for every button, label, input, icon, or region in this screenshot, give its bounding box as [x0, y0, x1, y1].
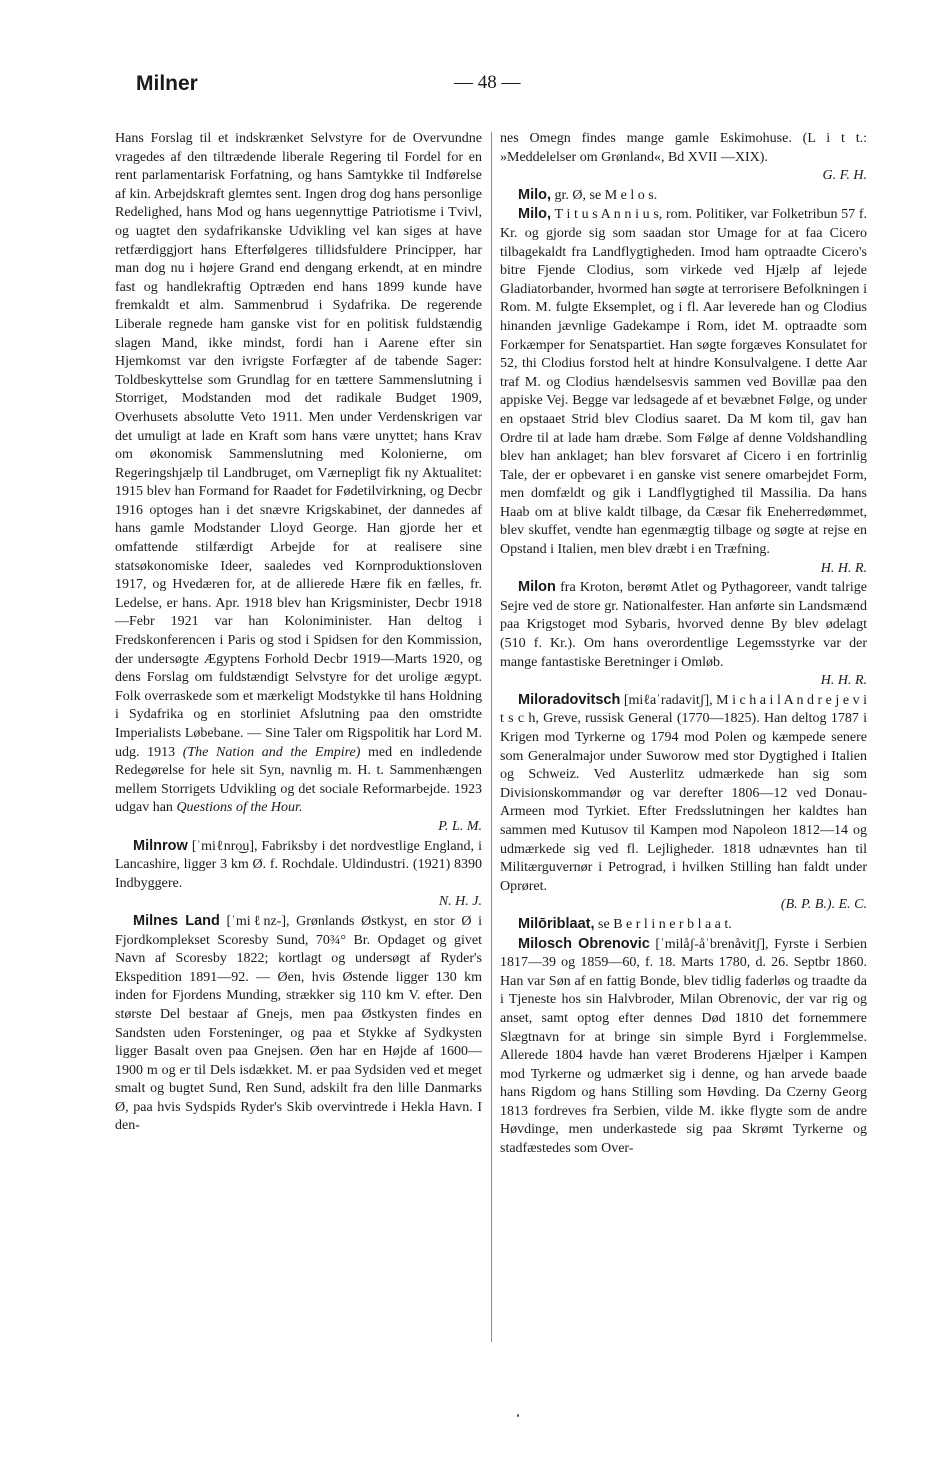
author-signature: P. L. M. — [438, 818, 482, 834]
entry-miloradovitsch — [500, 691, 867, 915]
entry-headword: Milōriblaat, — [518, 915, 595, 932]
column-divider — [491, 132, 492, 1342]
entry-milnrow — [115, 837, 482, 912]
entry-milosch-obrenovic — [500, 935, 867, 1159]
entry-text: [miℓaˈradavitʃ], M i c h a i l A n d r e j e v i t s c h, Greve, russisk General (1770—1825). Han deltog 1787 i Krigen mod Tyrkerne og 1794 mod Polen og kæmpede senere som Generalmajor under Suworow med stor Dygtighed i Italien og Schweiz. Ved Austerlitz udmærkede han sig som Divisionskommandør og var derefter 1806—12 ved Donau-Armeen mod Tyrkiet. Efter Fredsslutningen her kaldtes han sammen med Kutusov til Kampen mod Napoleon 1812—14 og udmærkede sig ved fl. Lejligheder. 1818 udnævntes han til Militærguvernør i Petrograd, i hvilken Stilling han faldt under Oprøret. — [500, 692, 867, 894]
entry-milo-titus — [500, 205, 867, 578]
book-title: Questions of the Hour. — [176, 800, 303, 816]
entry-text: nes Omegn findes mange gamle Eskimohuse. (L i t t.: »Meddelelser om Grønland«, Bd XVII —XIX). — [500, 131, 867, 165]
entry-text: [ˈmilåʃ-åˈbrenåvitʃ], Fyrste i Serbien 1817—39 og 1859—60, f. 18. Marts 1780, d. 26. Septbr 1860. Han var Søn af en fattig Bonde, blev tidlig faderløs og traadte da i Tjeneste hos sin Halvbroder, Milan Obrenovic, der var rig og anset, samt optog efter dennes Død 1810 det fornemmere Slægtnavn for at bringe sin simple Byrd i Forglemmelse. Allerede 1804 havde han været Broderens Hjælper i Kampen mod Tyrkerne og udmærket sig i denne, og han arvede baade hans Rigdom og hans Stilling som Høvding. Da Czerny Georg 1813 fordreves fra Serbien, vilde M. ikke flygte som de andre Høvdinge, men underkastede sig paa Skrømt Tyrkerne og stadfæstedes som Over- — [500, 936, 867, 1157]
entry-text: [ˈmiℓnro͜u], Fabriksby i det nordvestlige England, i Lancashire, ligger 3 km Ø. f. Rochdale. Uldindustri. (1921) 8390 Indbyggere. — [115, 838, 482, 891]
entry-text: T i t u s A n n i u s, rom. Politiker, var Folketribun 57 f. Kr. og gjorde sig som saadan stor Umage for at faa Cicero tilbagekaldt fra Landflygtigheden. Imod ham optraadte Cicero's bitre Fjende Clodius, som virkede ved Hjælp af lejede Gladiatorbander, hvormed han søgte at terrorisere Befolkningen i Rom. M. fulgte Eksemplet, og i fl. Aar leverede han og Clodius hinanden jævnlige Gadekampe i Rom, idet M. optraadte som Forkæmper for Senatspartiet. Han søgte forgæves Konsulatet for 52, thi Clodius forstod helt at hindre Konsulvalgene. I dette Aar traf M. og Clodius hændelsesvis sammen ved Bovillæ paa den appiske Vej. Begge var ledsagede af et bevæbnet Følge, og under en opstaaet Strid blev Clodius saaret. Da M kom til, gav han Ordre til at lade ham dræbe. Som Følge af denne Voldshandling blev han anklaget; han blev forsvaret af Cicero i en fortrinlig Tale, der er opbevaret i en ganske vist senere omarbejdet Form, men domfældt og gik i Landflygtighed til Massilia. Da hans Haab om at blive kaldt tilbage, da Cæsar fik Eneherredømmet, blev skuffet, vendte han egenmægtig tilbage og søgte at rejse en Opstand i Italien, men blev dræbt i en Træfning. — [500, 207, 867, 558]
entry-headword: Milo, — [518, 206, 552, 223]
entry-text: med en indledende Redegørelse for hele sit Syn, navnlig m. H. t. Sammenhængen mellem Storrigets Udvikling og det sociale Reformarbejde. 1923 udgav han — [115, 744, 482, 816]
page-number: — 48 — — [454, 72, 521, 93]
entry-text: gr. Ø, se M e l o s. — [551, 187, 658, 203]
print-speck — [517, 1414, 519, 1417]
entry-headword: Milon — [518, 579, 556, 596]
entry-text: fra Kroton, berømt Atlet og Pythagoreer, vandt talrige Sejre ved de store gr. Nationalfester. Han anførte sin Landsmænd paa Krigstoget mod Sybaris, hvorved denne By blev ødelagt (510 f. Kr.). Om hans overordentlige Legemsstyrke var der mange fantastiske Beretninger i Omløb. — [500, 580, 867, 670]
entry-milnes-land — [115, 912, 482, 1136]
left-column — [115, 130, 482, 1136]
entry-milnes-land-continued — [500, 130, 867, 186]
author-signature: G. F. H. — [822, 168, 867, 184]
entry-text: se B e r l i n e r b l a a t. — [594, 916, 732, 932]
author-signature: H. H. R. — [820, 673, 867, 689]
right-column — [500, 130, 867, 1159]
page-header — [136, 72, 856, 104]
entry-text: [ˈmiℓnz-], Grønlands Østkyst, en stor Ø i Fjordkomplekset Scoresby Sund, 70¾° Br. Opdaget og givet Navn af Scoresby 1822; kortlagt og undersøgt af Ryder's Ekspedition 1891—92. — Øen, hvis Østende ligger 130 km inden for Fjordens Munding, strækker sig 110 km V. efter. Den største Del bestaar af Gnejs, men paa Østkysten findes en Sandsten uden Forsteninger, og paa et Stykke af Sydkysten ligger Basalt oven paa Gnejsen. Øen har en Højde af 1600—1900 m og er til Dels isdækket. M. er paa Sydsiden ved et meget smalt og bugtet Sund, Ren Sund, adskilt fra den lille Danmarks Ø, paa hvis Sydspids Ryder's Skib overvintrede i Hekla Havn. I den- — [115, 913, 482, 1134]
author-signature: H. H. R. — [820, 560, 867, 576]
running-headword: Milner — [136, 72, 198, 95]
entry-milner-continued — [115, 130, 482, 837]
entry-headword: Miloradovitsch — [518, 691, 621, 708]
entry-milon — [500, 578, 867, 691]
entry-headword: Milnes Land — [133, 912, 220, 929]
entry-headword: Milosch Obrenovic — [518, 935, 650, 952]
author-signature: N. H. J. — [438, 894, 482, 910]
book-title: (The Nation and the Empire) — [182, 744, 361, 760]
entry-headword: Milnrow — [133, 837, 188, 854]
entry-milo-island — [500, 186, 867, 206]
author-signature: (B. P. B.). E. C. — [780, 897, 867, 913]
entry-miloriblaat — [500, 915, 867, 935]
entry-text: Hans Forslag til et indskrænket Selvstyre for de Overvundne vragedes af den tiltrædende liberale Regering til Fordel for en rent parlamentarisk Forfatning, og hans Samtykke til Indførelse af kin. Arbejdskraft glemtes sent. Ingen drog dog hans personlige Redelighed, hans Mod og hans uegennyttige Patriotisme i Tvivl, og uagtet den sydafrikanske Udvikling vel kan siges at have retfærdiggjort hans Efterfølgeres tillidsfuldere Principper, har man dog nu i højere Grand end dengang erkendt, at en mindre fast og handlekraftig Optræden end hans 1899 kunde have fremkaldt et alm. Sammenbrud i Sydafrika. De regerende Liberale regnede ham ganske vist for en politisk fuldstændig slagen Mand, ikke mindst, fordi han i Aarene efter sin Hjemkomst var den ivrigste Forfægter af de tabende Sager: Toldbeskyttelse som Grundlag for en tættere Sammenslutning i Storriget, Modstanden mod det radikale Budget 1909, Overhusets absolutte Veto 1911. Men under Verdenskrigen var det umuligt at lade en Kraft som hans være unyttet; hans Krav om økonomisk Sammenslutning med Kolonierne, om Regeringshjælp til Landbruget, om Værnepligt fik ny Aktualitet: 1915 blev han Formand for Raadet for Fødetilvirkning, og Decbr 1916 optoges han i det snævre Krigskabinet, der dannedes af hans gamle Modstander Lloyd George. Han gjorde her et omfattende stilfærdigt Arbejde for at realisere sine statsøkonomiske Ideer, saaledes ved Kornproduktionsloven 1917, og Hvedæren for, at de allierede Hære fik en fælles, fr. Ledelse, er hans. Apr. 1918 blev han Krigsminister, Decbr 1918—Febr 1921 var han Koloniminister. Han deltog i Fredskonferencen i Paris og stod i Spidsen for den Kommission, der undersøgte Ægyptens Forhold Decbr 1919—Marts 1920, og dens Forslag om fuldstændigt Selvstyre for det urolige ægypt. Folk overraskede som et mærkeligt Modstykke til hans Holdning i Sydafrika og en storliniet Afslutning paa den omstridte Imperialists Løbebane. — Sine Taler om Rigspolitik har Lord M. udg. 1913 — [115, 131, 482, 760]
entry-headword: Milo, — [518, 186, 552, 203]
